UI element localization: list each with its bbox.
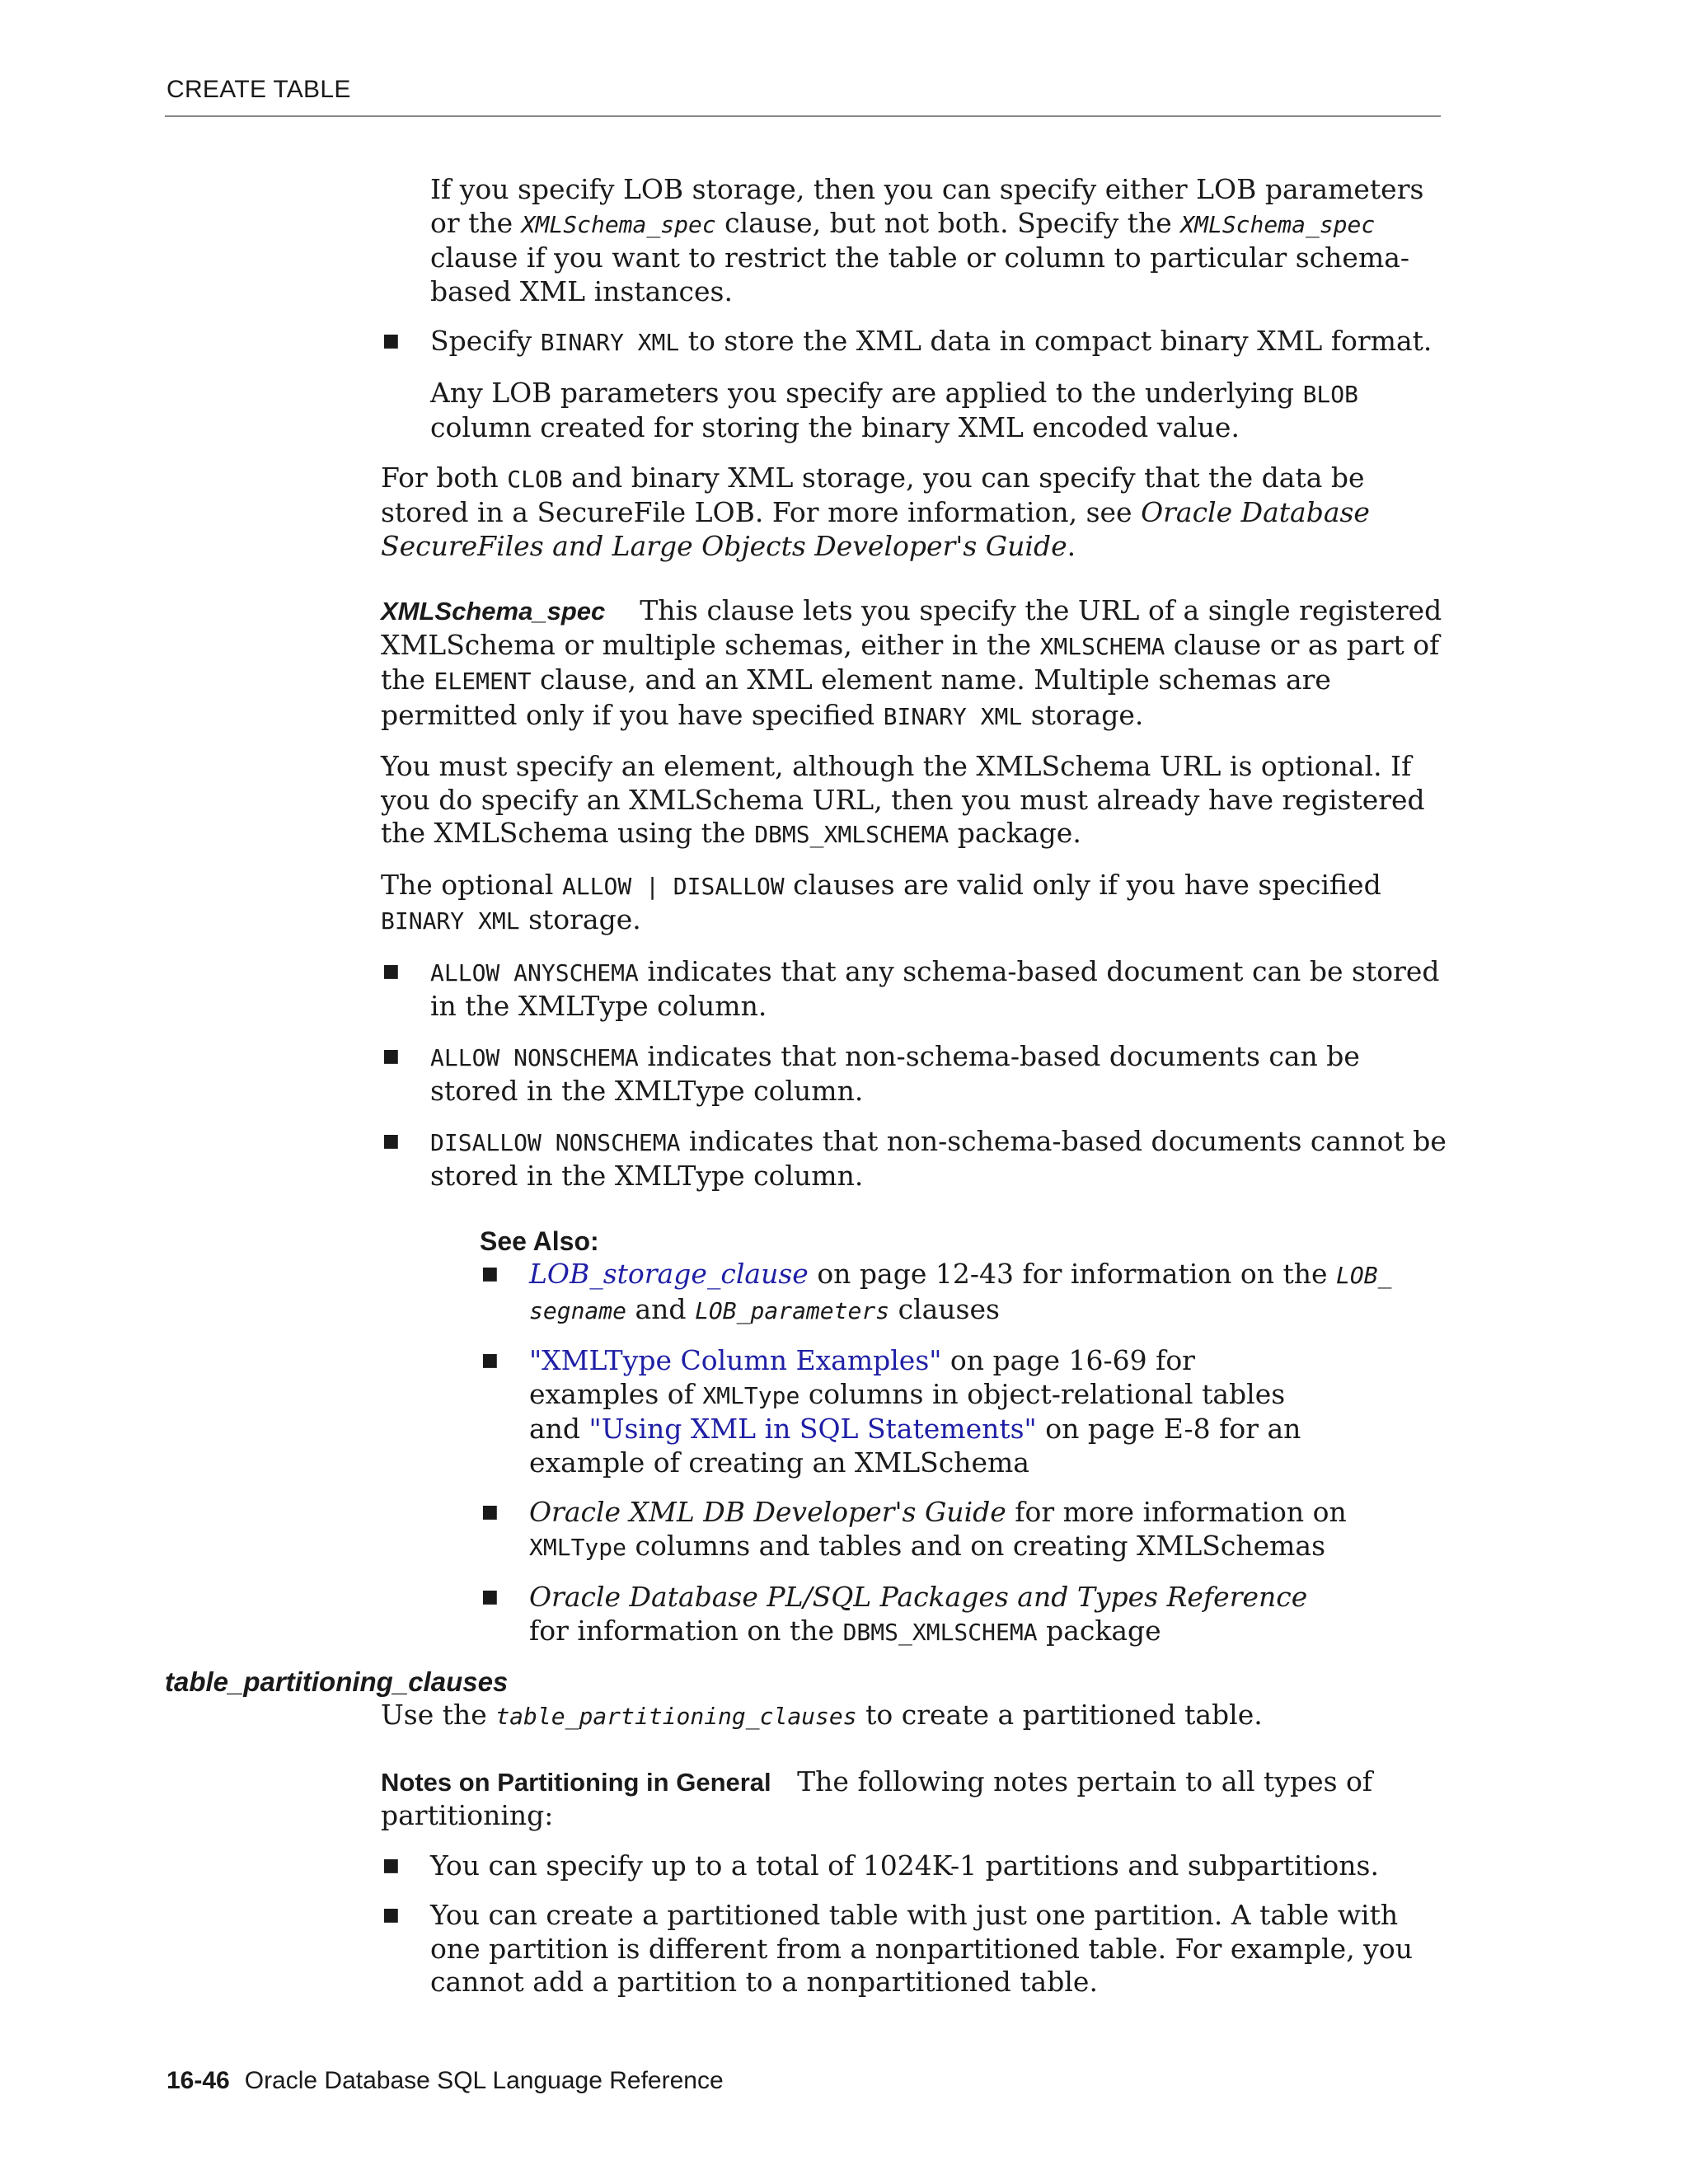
- bullet-icon: ■: [382, 960, 400, 982]
- runin-heading: XMLSchema_spec: [381, 597, 606, 626]
- text: indicates that non-schema-based documents cannot be stored in the XMLType column.: [430, 1124, 1447, 1192]
- see-also-heading: See Also:: [480, 1226, 599, 1256]
- text: and binary XML storage, you can specify that the data be stored in a SecureFile LOB. For more information, see: [381, 461, 1365, 528]
- text: Specify: [430, 325, 541, 357]
- text: clauses are valid only if you have specified: [784, 868, 1381, 901]
- main-content: [165, 173, 1452, 1999]
- code-term: CLOB: [507, 465, 563, 493]
- book-title: Oracle Database SecureFiles and Large Objects Developer's Guide: [381, 496, 1370, 562]
- code-term: XMLSCHEMA: [1039, 632, 1165, 660]
- lob-storage-clause-link[interactable]: LOB_storage_clause: [529, 1258, 809, 1290]
- code-term: LOB_ segname: [529, 1262, 1392, 1324]
- text: to create a partitioned table.: [856, 1699, 1263, 1731]
- using-xml-link[interactable]: "Using XML in SQL Statements": [588, 1413, 1037, 1445]
- text: clause or as part of the: [381, 628, 1440, 696]
- code-term: DBMS_XMLSCHEMA: [754, 821, 950, 848]
- text: on page E-8 for an example of creating an XMLSchema: [529, 1413, 1301, 1479]
- code-term: ALLOW NONSCHEMA: [430, 1043, 639, 1071]
- text: You can specify up to a total of 1024K-1 partitions and subpartitions.: [430, 1849, 1379, 1882]
- list-item: [381, 1125, 1452, 1193]
- code-term: LOB_parameters: [695, 1296, 890, 1324]
- section-heading: table_partitioning_clauses: [165, 1666, 509, 1697]
- bullet-icon: ■: [382, 1905, 400, 1925]
- text: clause, but not both. Specify the: [715, 206, 1181, 239]
- text: indicates that non-schema-based documents can be stored in the XMLType column.: [430, 1039, 1360, 1107]
- text: The following notes pertain to all types of partitioning:: [381, 1765, 1373, 1831]
- bullet-icon: ■: [481, 1263, 499, 1284]
- xmltype-examples-link[interactable]: "XMLType Column Examples": [529, 1344, 942, 1376]
- book-title: Oracle Database SQL Language Reference: [244, 2067, 724, 2094]
- text: storage.: [519, 903, 641, 935]
- running-header: CREATE TABLE: [166, 76, 351, 103]
- text: You can create a partitioned table with just one partition. A table with one partition is different from a nonpartitioned table. For example, you cannot add a partition to a nonpartitioned table.: [430, 1899, 1413, 1998]
- xmlschema-spec-paragraph: [381, 594, 1452, 733]
- securefile-paragraph: [381, 462, 1452, 564]
- code-term: ALLOW ANYSCHEMA: [430, 958, 639, 987]
- code-term: XMLType: [702, 1381, 800, 1409]
- text: storage.: [1022, 698, 1144, 731]
- text: package.: [949, 817, 1081, 849]
- text: The optional: [381, 868, 562, 901]
- code-term: DBMS_XMLSCHEMA: [842, 1618, 1038, 1646]
- element-paragraph: [381, 750, 1452, 852]
- text: Use the: [381, 1699, 496, 1731]
- text: indicates that any schema-based document can be stored in the XMLType column.: [430, 954, 1440, 1022]
- code-term: BINARY XML: [540, 329, 680, 356]
- lob-storage-paragraph: [430, 173, 1452, 308]
- code-term: BINARY XML: [883, 702, 1023, 730]
- header-rule: [165, 115, 1441, 117]
- list-item: [381, 1849, 1452, 1883]
- list-item: [480, 1581, 1452, 1649]
- text: If you specify LOB storage, then you can specify either LOB parameters or the: [430, 173, 1424, 239]
- list-item: [480, 1496, 1452, 1564]
- list-item: [381, 1899, 1452, 1999]
- text: columns in object-relational tables and: [529, 1377, 1286, 1445]
- text: on page 12-43 for information on the: [808, 1258, 1337, 1290]
- bullet-icon: ■: [382, 1045, 400, 1066]
- list-item: [381, 1040, 1452, 1108]
- text: clauses: [889, 1292, 1000, 1325]
- code-term: ELEMENT: [434, 668, 532, 695]
- book-title: Oracle XML DB Developer's Guide: [529, 1496, 1006, 1528]
- code-term: table_partitioning_clauses: [495, 1703, 857, 1730]
- text: You must specify an element, although the XMLSchema URL is optional. If you do specify an XMLSchema URL, then you must already have registered the XMLSchema using the: [381, 750, 1425, 849]
- code-term: XMLSchema_spec: [521, 210, 716, 238]
- list-item: [480, 1258, 1452, 1328]
- bullet-icon: ■: [481, 1502, 499, 1522]
- runin-heading: Notes on Partitioning in General: [381, 1767, 771, 1797]
- code-term: DISALLOW NONSCHEMA: [430, 1128, 681, 1156]
- bullet-icon: ■: [481, 1586, 499, 1607]
- blob-paragraph: [430, 377, 1452, 445]
- text: column created for storing the binary XML encoded value.: [430, 411, 1240, 443]
- bullet-icon: ■: [382, 1854, 400, 1876]
- list-item: [381, 955, 1452, 1024]
- see-also-box: [480, 1225, 1452, 1650]
- bullet-icon: ■: [382, 330, 400, 351]
- code-term: XMLSchema_spec: [1180, 210, 1376, 238]
- text: For both: [381, 461, 508, 494]
- partitioning-paragraph: [381, 1699, 1452, 1734]
- code-term: BINARY XML: [381, 907, 520, 935]
- list-item: [480, 1344, 1452, 1479]
- code-term: XMLType: [529, 1533, 627, 1561]
- text: and: [626, 1292, 696, 1325]
- list-item: [381, 325, 1452, 360]
- text: on page 16-69 for examples of: [529, 1344, 1195, 1410]
- text: for information on the: [529, 1614, 843, 1647]
- allow-disallow-paragraph: [381, 869, 1452, 939]
- bullet-icon: ■: [481, 1350, 499, 1371]
- text: package: [1037, 1614, 1161, 1647]
- book-title: Oracle Database PL/SQL Packages and Types Reference: [529, 1581, 1308, 1613]
- text: clause if you want to restrict the table or column to particular schema-based XML instances.: [430, 241, 1410, 307]
- text: columns and tables and on creating XMLSchemas: [626, 1529, 1326, 1562]
- code-term: BLOB: [1302, 380, 1358, 408]
- page-footer: [166, 2067, 724, 2095]
- text: clause, and an XML element name. Multiple schemas are permitted only if you have specified: [381, 663, 1331, 731]
- text: for more information on: [1006, 1496, 1347, 1528]
- notes-paragraph: [381, 1765, 1452, 1833]
- text: .: [1067, 529, 1076, 562]
- page-number: 16-46: [166, 2067, 230, 2094]
- text: Any LOB parameters you specify are applied to the underlying: [430, 376, 1303, 409]
- bullet-icon: ■: [382, 1130, 400, 1151]
- code-term: ALLOW | DISALLOW: [561, 872, 785, 900]
- text: This clause lets you specify the URL of a single registered XMLSchema or multiple schemas, either in the: [381, 594, 1442, 661]
- text: to store the XML data in compact binary XML format.: [679, 325, 1432, 357]
